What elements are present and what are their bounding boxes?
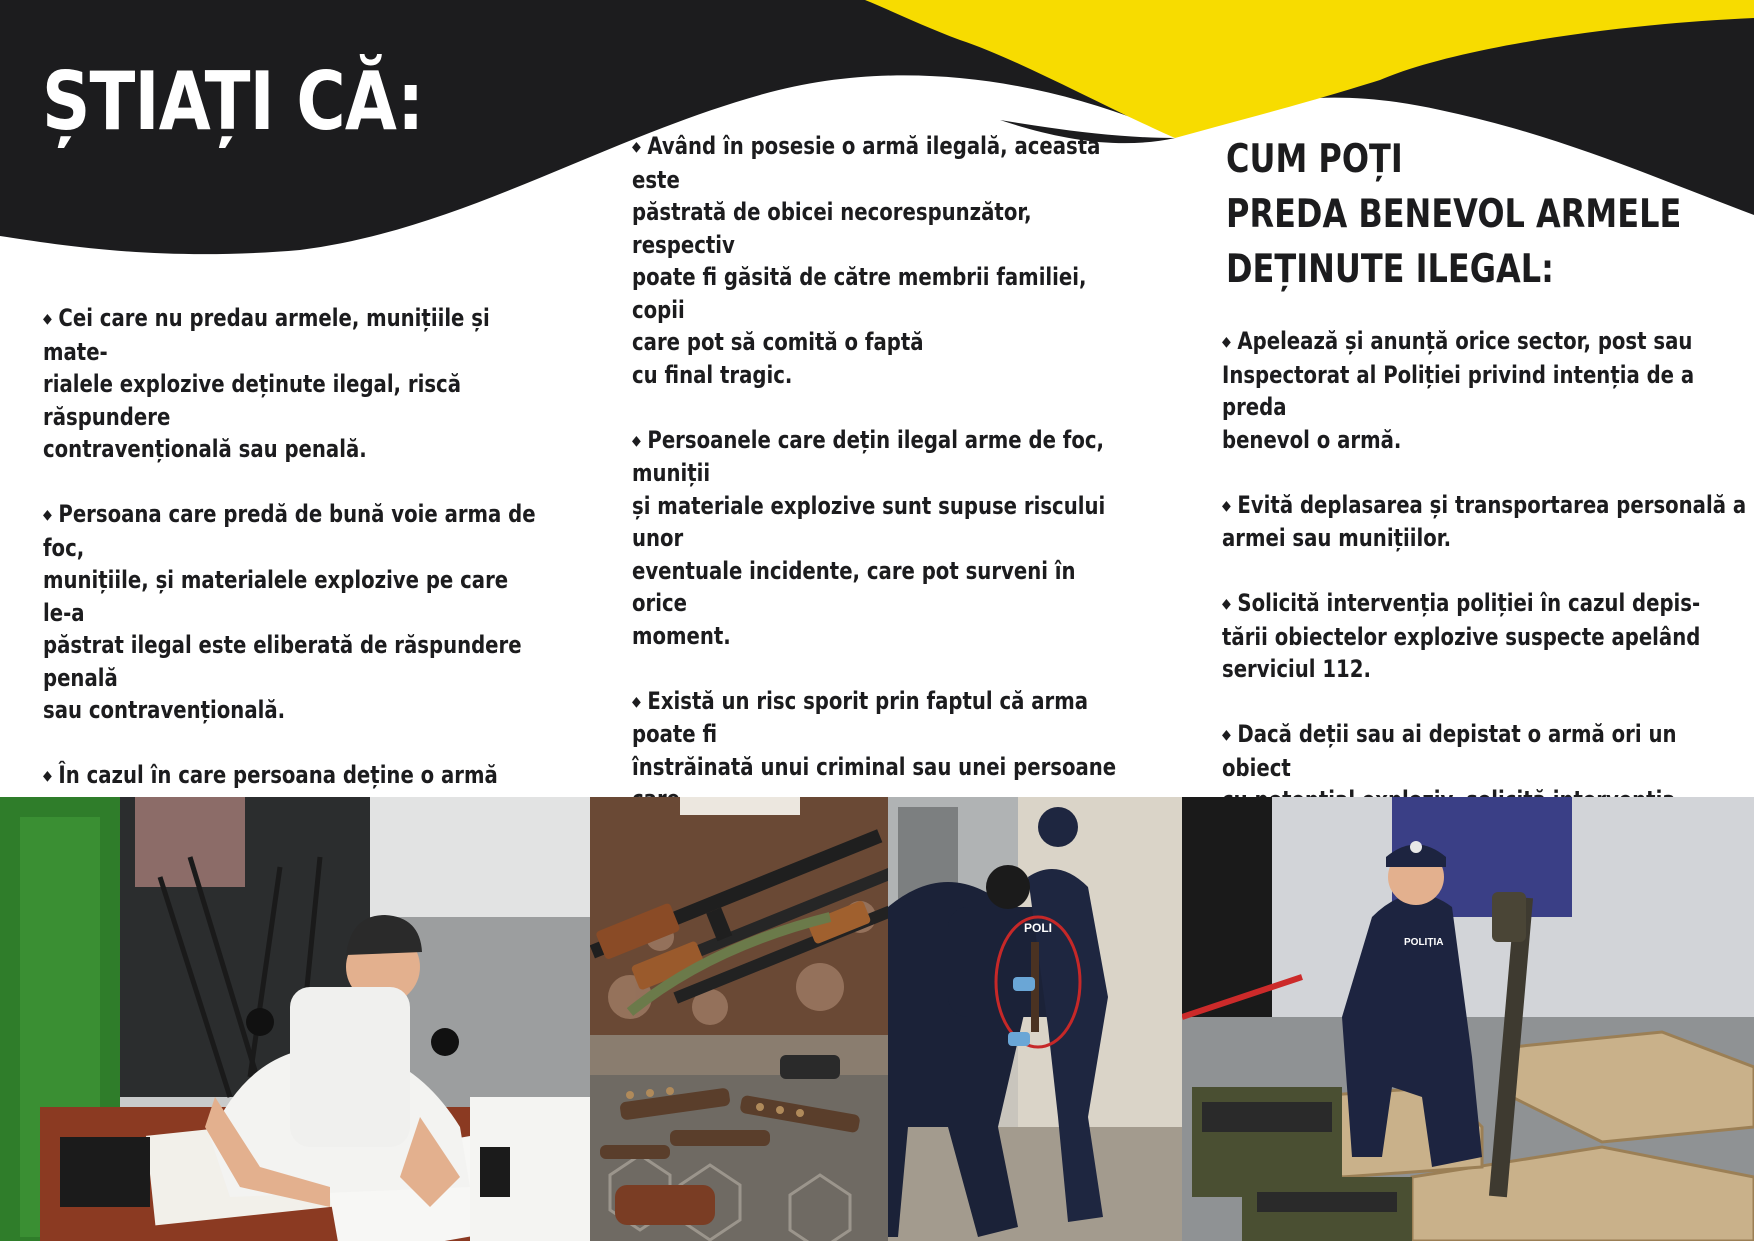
diamond-bullet-icon: ◆: [1222, 596, 1231, 612]
list-item-text: Cei care nu predau armele, munițiile și mate- rialele explozive deținute ilegal, riscă răspundere contravențională sau penală.: [43, 304, 490, 463]
list-item-text: Solicită intervenția poliției în cazul depis- tării obiectelor explozive suspecte apelând serviciul 112.: [1222, 589, 1701, 683]
photo-strip: [0, 797, 1754, 1241]
list-item: [1222, 587, 1747, 686]
list-item-text: Evită deplasarea și transportarea personală a armei sau munițiilor.: [1222, 490, 1747, 552]
diamond-bullet-icon: ◆: [43, 768, 52, 784]
diamond-bullet-icon: ◆: [632, 139, 641, 155]
list-item-text: Există un risc sporit prin faptul că arma poate fi înstrăinată unui criminal sau unei persoane: [632, 686, 1117, 781]
diamond-bullet-icon: ◆: [43, 507, 52, 523]
photo-police-inspection: [888, 797, 1182, 1241]
list-item-text: Persoanele care dețin ilegal arme de foc, muniții și materiale explozive sunt supuse riscului unor eventuale incidente, care pot surveni în orice moment.: [632, 425, 1106, 650]
photo-rifles-on-carpet: [590, 797, 888, 1035]
section-heading-line: DEȚINUTE ILEGAL:: [1226, 247, 1554, 292]
section-heading: [1226, 132, 1681, 297]
photo-officer-with-weapons-crates: [1182, 797, 1754, 1241]
photo-ammunition: [590, 1035, 888, 1241]
list-item-text: Apelează și anunță orice sector, post sau Inspectorat al Poliției privind intenția de a preda benevol o armă.: [1222, 327, 1695, 454]
diamond-bullet-icon: ◆: [1222, 727, 1231, 743]
list-item-text: În cazul în care persoana deține o armă: [58, 761, 498, 789]
list-item: [1222, 489, 1747, 555]
list-item: [43, 498, 543, 727]
section-heading-line: PREDA BENEVOL ARMELE: [1226, 192, 1682, 237]
diamond-bullet-icon: ◆: [43, 311, 52, 327]
diamond-bullet-icon: ◆: [1222, 334, 1231, 350]
page-title: ȘTIAȚI CĂ:: [42, 55, 424, 148]
diamond-bullet-icon: ◆: [1222, 497, 1231, 514]
section-heading-line: CUM POȚI: [1226, 137, 1403, 182]
list-item: [632, 424, 1137, 653]
list-item-text: Având în posesie o armă ilegală, aceasta este păstrată de obicei necorespunzător, respectiv poate fi găsită de către membrii familiei, copii care pot să comită o faptă cu final tragic.: [632, 132, 1101, 389]
list-item: [43, 302, 543, 466]
list-item: [632, 130, 1137, 391]
police-badge-text: POLI: [1024, 921, 1053, 935]
photo-officer-at-desk: [0, 797, 590, 1241]
diamond-bullet-icon: ◆: [632, 693, 641, 710]
list-item-text: Dacă deții sau ai depistat o armă ori un obiect: [1222, 720, 1677, 782]
diamond-bullet-icon: ◆: [632, 432, 641, 449]
list-item: [1222, 325, 1747, 456]
police-badge-text: POLIȚIA: [1404, 937, 1444, 948]
list-item-text: Persoana care predă de bună voie arma de foc, munițiile, și materialele explozive pe care le-a păstrat ilegal este eliberată de răspundere penală sau contravențională.: [43, 500, 536, 724]
